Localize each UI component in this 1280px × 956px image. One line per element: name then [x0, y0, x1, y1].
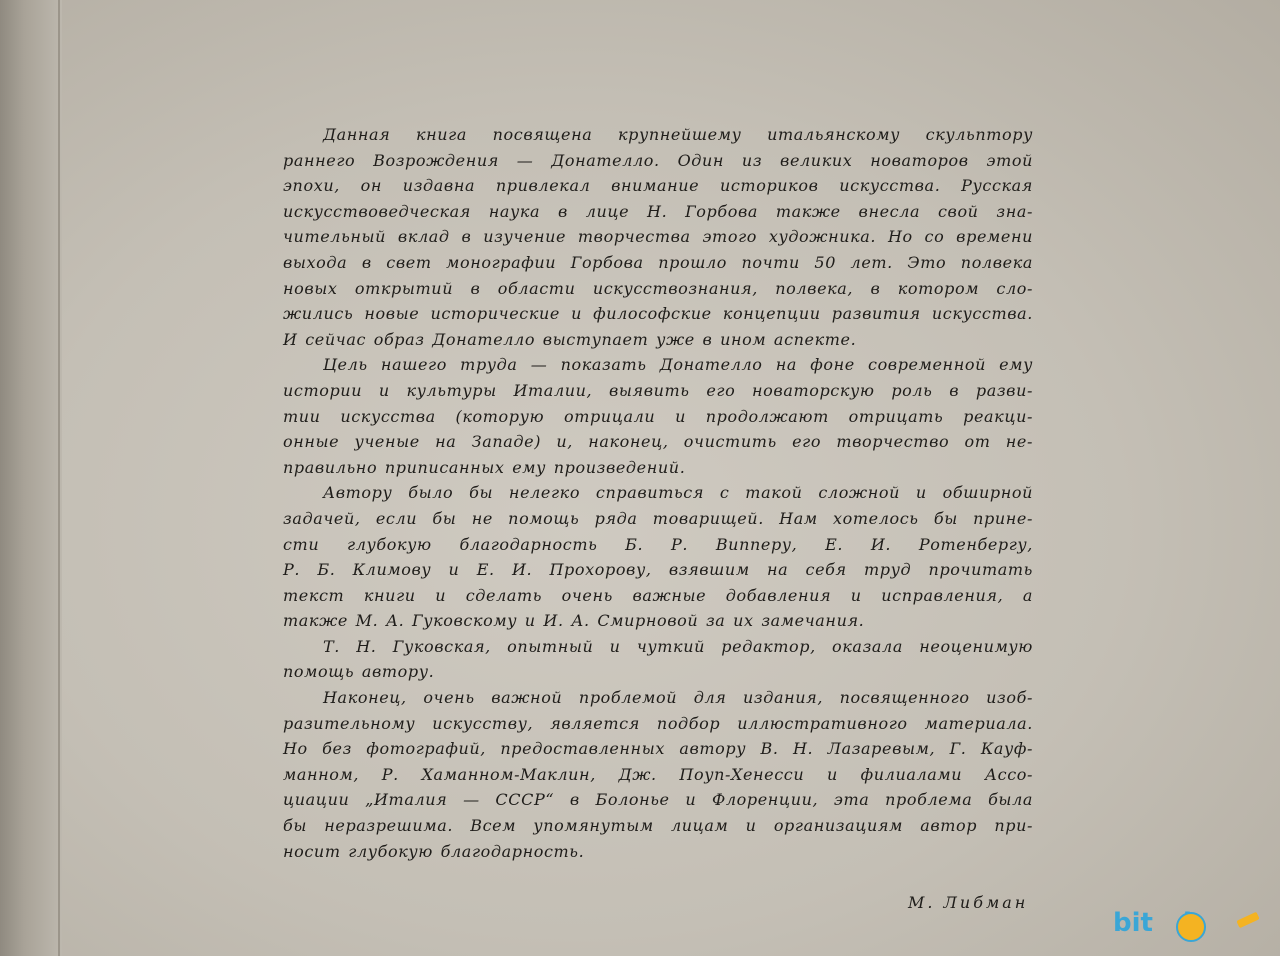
paragraph-3: [283, 480, 1033, 634]
paragraph-2: [283, 352, 1033, 480]
text-line: Наконец, очень важной проблемой для издания, посвященного изоб-: [323, 688, 1033, 708]
text-line: Данная книга посвящена крупнейшему итальянскому скульптору: [323, 125, 1033, 144]
text-line: задачей, если бы не помощь ряда товарищей. Нам хотелось бы прине-: [283, 508, 1033, 528]
page-spine-edge: [0, 0, 62, 956]
text-line: манном, Р. Хаманном-Маклин, Дж. Поуп-Хенесси и филиалами Ассо-: [283, 764, 1033, 784]
text-line: сти глубокую благодарность Б. Р. Випперу, Е. И. Ротенбергу,: [283, 534, 1033, 554]
text-line: эпохи, он издавна привлекал внимание историков искусства. Русская: [283, 176, 1033, 196]
text-line: Автору было бы нелегко справиться с такой сложной и обширной: [323, 483, 1033, 503]
author-signature: М. Либман: [908, 893, 1029, 912]
document-body: [283, 122, 1033, 864]
text-line: разительному искусству, является подбор иллюстративного материала.: [283, 713, 1033, 733]
text-line: И сейчас образ Донателло выступает уже в ином аспекте.: [283, 329, 857, 349]
text-line: также М. А. Гуковскому и И. А. Смирновой за их замечания.: [283, 611, 865, 631]
text-line: бы неразрешима. Всем упомянутым лицам и организациям автор при-: [283, 816, 1033, 836]
text-line: текст книги и сделать очень важные добавления и исправления, а: [283, 585, 1033, 605]
paragraph-5: [283, 685, 1033, 864]
text-line: чительный вклад в изучение творчества этого художника. Но со времени: [283, 227, 1033, 247]
paragraph-4: [283, 634, 1033, 685]
watermark-hammer-icon: [1236, 912, 1259, 929]
text-line: истории и культуры Италии, выявить его новаторскую роль в разви-: [283, 380, 1033, 400]
text-line: циации „Италия — СССР“ в Болонье и Флоренции, эта проблема была: [283, 790, 1033, 810]
text-line: выхода в свет монографии Горбова прошло почти 50 лет. Это полвека: [283, 252, 1033, 272]
watermark-coin-icon: [1176, 912, 1206, 942]
text-line: помощь автору.: [283, 662, 435, 682]
text-line: тии искусства (которую отрицали и продолжают отрицать реакци-: [283, 406, 1033, 426]
paragraph-1: [283, 122, 1033, 352]
page-edge-line: [58, 0, 60, 956]
text-line: искусствоведческая наука в лице Н. Горбова также внесла свой зна-: [283, 201, 1033, 221]
text-line: правильно приписанных ему произведений.: [283, 457, 686, 477]
text-line: носит глубокую благодарность.: [283, 841, 585, 861]
text-line: Цель нашего труда — показать Донателло на фоне современной ему: [323, 355, 1033, 375]
text-line: онные ученые на Западе) и, наконец, очистить его творчество от не-: [283, 432, 1033, 452]
text-line: новых открытий в области искусствознания, полвека, в котором сло-: [283, 278, 1033, 298]
text-line: жились новые исторические и философские концепции развития искусства.: [283, 304, 1033, 324]
text-line: Р. Б. Климову и Е. И. Прохорову, взявшим на себя труд прочитать: [283, 560, 1033, 580]
watermark-text-left: bit: [1113, 908, 1153, 938]
text-line: раннего Возрождения — Донателло. Один из великих новаторов этой: [283, 150, 1033, 170]
text-line: Т. Н. Гуковская, опытный и чуткий редактор, оказала неоценимую: [323, 636, 1033, 656]
site-watermark: [1113, 906, 1263, 946]
text-line: Но без фотографий, предоставленных автору В. Н. Лазаревым, Г. Кауф-: [283, 739, 1033, 759]
